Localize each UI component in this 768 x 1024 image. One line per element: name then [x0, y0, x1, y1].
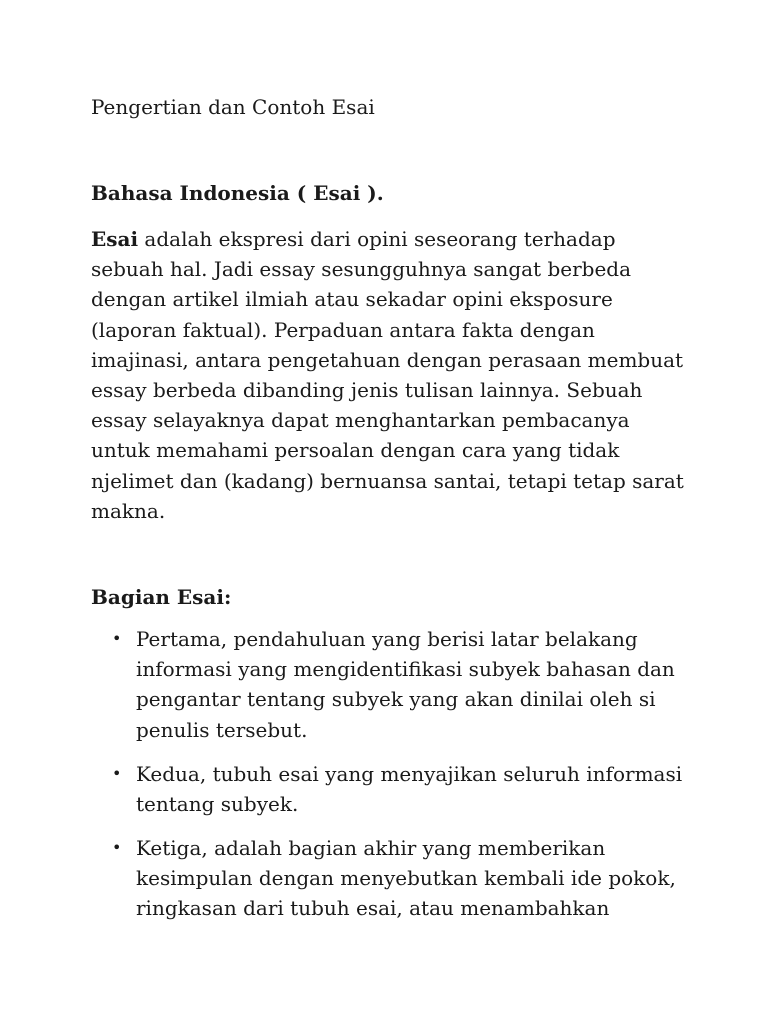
- list-item-line: pengantar tentang subyek yang akan dinilai oleh si: [136, 687, 656, 712]
- list-item-line: tentang subyek.: [136, 792, 299, 817]
- list-item-line: Kedua, tubuh esai yang menyajikan seluruh informasi: [136, 762, 683, 786]
- intro-line: essay berbeda dibanding jenis tulisan lainnya. Sebuah: [91, 378, 643, 403]
- intro-line: makna.: [91, 498, 166, 523]
- bullet-icon: •: [112, 629, 122, 648]
- list-item-line: kesimpulan dengan menyebutkan kembali ide pokok,: [136, 866, 676, 891]
- list-item-line: informasi yang mengidentifikasi subyek bahasan dan: [136, 657, 675, 682]
- bullet-icon: •: [112, 764, 122, 783]
- intro-paragraph: [91, 224, 691, 526]
- intro-first-line-rest: adalah ekspresi dari opini seseorang terhadap: [138, 227, 616, 251]
- parts-heading-text: Bagian Esai: [91, 585, 224, 609]
- intro-lead-term: Esai: [91, 227, 139, 251]
- intro-line: essay selayaknya dapat menghantarkan pembacanya: [91, 408, 630, 433]
- section-heading: Bahasa Indonesia ( Esai ).: [91, 181, 384, 205]
- intro-line: (laporan faktual). Perpaduan antara fakta dengan: [91, 317, 595, 342]
- intro-line: untuk memahami persoalan dengan cara yang tidak: [91, 438, 620, 463]
- intro-line-1: [91, 224, 691, 254]
- list-item-text: [136, 624, 696, 745]
- intro-line: dengan artikel ilmiah atau sekadar opini eksposure: [91, 287, 613, 312]
- list-item-line: Pertama, pendahuluan yang berisi latar belakang: [136, 627, 638, 651]
- document-title: Pengertian dan Contoh Esai: [91, 95, 375, 119]
- list-item-text: [136, 833, 696, 924]
- bullet-icon: •: [112, 838, 122, 857]
- parts-heading-colon: :: [223, 585, 232, 609]
- list-item-text: [136, 759, 696, 819]
- intro-line: sebuah hal. Jadi essay sesungguhnya sangat berbeda: [91, 257, 632, 282]
- list-item-line: ringkasan dari tubuh esai, atau menambahkan: [136, 896, 610, 921]
- list-item-line: Ketiga, adalah bagian akhir yang memberikan: [136, 836, 606, 860]
- intro-line: imajinasi, antara pengetahuan dengan perasaan membuat: [91, 347, 684, 372]
- parts-heading: [91, 584, 231, 610]
- list-item-line: penulis tersebut.: [136, 717, 308, 742]
- intro-line: njelimet dan (kadang) bernuansa santai, tetapi tetap sarat: [91, 468, 684, 493]
